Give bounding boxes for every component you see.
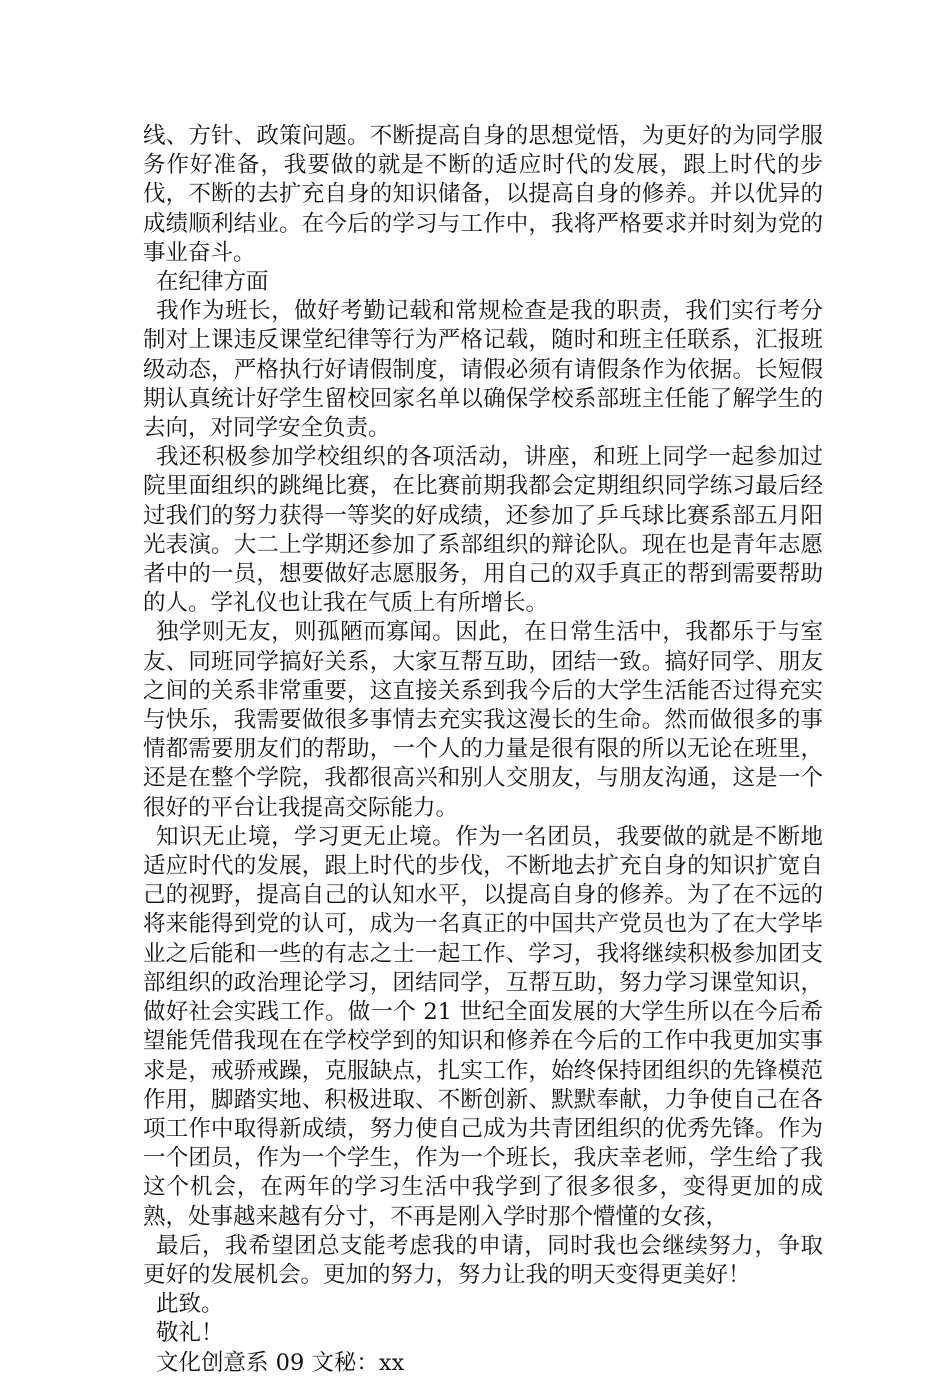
paragraph-friendship: 独学则无友，则孤陋而寡闻。因此，在日常生活中，我都乐于与室友、同班同学搞好关系，大家互帮互助，团结一致。搞好同学、朋友之间的关系非常重要，这直接关系到我今后的大学生活能否过得充实与快乐，我需要做很多事情去充实我这漫长的生命。然而做很多的事情都需要朋友们的帮助，一个人的力量是很有限的所以无论在班里，还是在整个学院，我都很高兴和别人交朋友，与朋友沟通，这是一个很好的平台让我提高交际能力。	[143, 619, 823, 821]
paragraph-learning: 知识无止境，学习更无止境。作为一名团员，我要做的就是不断地适应时代的发展，跟上时代的步伐，不断地去扩充自身的知识扩宽自己的视野，提高自己的认知水平，以提高自身的修养。为了在不远的将来能得到党的认可，成为一名真正的中国共产党员也为了在大学毕业之后能和一些的有志之士一起工作、学习，我将继续积极参加团支部组织的政治理论学习，团结同学，互帮互助，努力学习课堂知识，做好社会实践工作。做一个 21 世纪全面发展的大学生所以在今后希望能凭借我现在在学校学到的知识和修养在今后的工作中我更加实事求是，戒骄戒躁，克服缺点，扎实工作，始终保持团组织的先锋模范作用，脚踏实地、积极进取、不断创新、默默奉献，力争使自己在各项工作中取得新成绩，努力使自己成为共青团组织的优秀先锋。作为一个团员，作为一个学生，作为一个班长，我庆幸老师，学生给了我这个机会，在两年的学习生活中我学到了很多很多，变得更加的成熟，处事越来越有分寸，不再是刚入学时那个懵懂的女孩，	[143, 823, 823, 1230]
paragraph-continuation: 线、方针、政策问题。不断提高自身的思想觉悟，为更好的为同学服务作好准备，我要做的就是不断的适应时代的发展，跟上时代的步伐，不断的去扩充自身的知识储备，以提高自身的修养。并以优异的成绩顺利结业。在今后的学习与工作中，我将严格要求并时刻为党的事业奋斗。	[143, 123, 823, 266]
signature: 文化创意系 09 文秘：xx	[156, 1349, 405, 1376]
closing-regards: 敬礼！	[156, 1320, 224, 1347]
section-heading-discipline: 在纪律方面	[156, 269, 269, 296]
letter-body	[143, 122, 823, 1378]
closing-salutation: 此致。	[156, 1291, 224, 1318]
paragraph-discipline: 我作为班长，做好考勤记载和常规检查是我的职责，我们实行考分制对上课违反课堂纪律等行为严格记载，随时和班主任联系，汇报班级动态，严格执行好请假制度，请假必须有请假条作为依据。长短假期认真统计好学生留校回家名单以确保学校系部班主任能了解学生的去向，对同学安全负责。	[143, 298, 823, 442]
paragraph-activities: 我还积极参加学校组织的各项活动，讲座，和班上同学一起参加过院里面组织的跳绳比赛，在比赛前期我都会定期组织同学练习最后经过我们的努力获得一等奖的好成绩，还参加了乒乓球比赛系部五月阳光表演。大二上学期还参加了系部组织的辩论队。现在也是青年志愿者中的一员，想要做好志愿服务，用自己的双手真正的帮到需要帮助的人。学礼仪也让我在气质上有所增长。	[143, 444, 823, 617]
paragraph-conclusion: 最后，我希望团总支能考虑我的申请，同时我也会继续努力，争取更好的发展机会。更加的努力，努力让我的明天变得更美好！	[143, 1232, 823, 1288]
